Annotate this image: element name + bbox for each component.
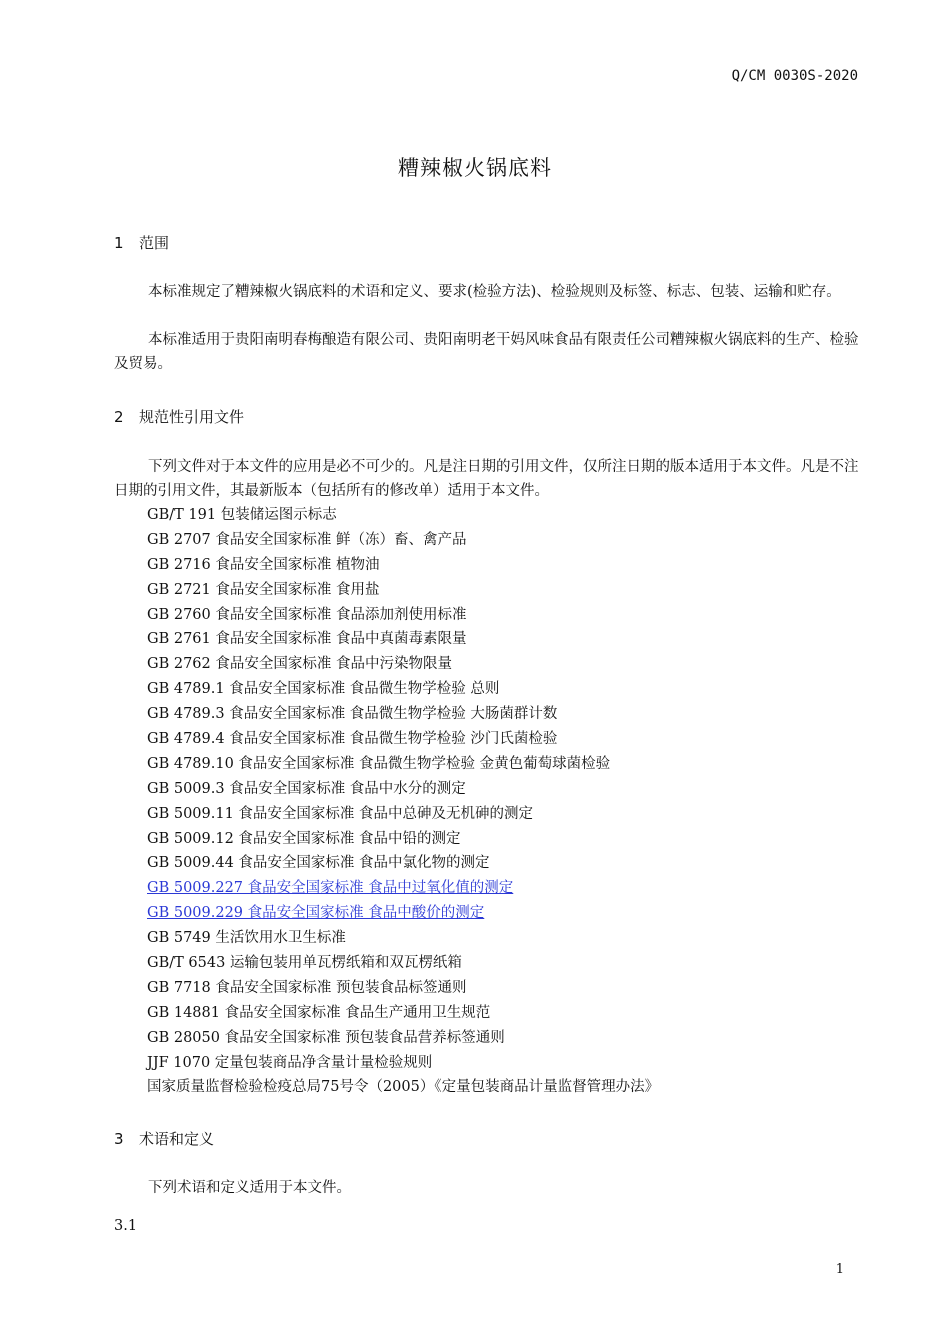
scope-paragraph-1: 本标准规定了糟辣椒火锅底料的术语和定义、要求(检验方法)、检验规则及标签、标志、包装、运输和贮存。 bbox=[148, 284, 841, 300]
scope-paragraph-2: 本标准适用于贵阳南明春梅酿造有限公司、贵阳南明老干妈风味食品有限责任公司糟辣椒火锅底料的生产、检验及贸易。 bbox=[114, 332, 859, 372]
section-number: 1 bbox=[114, 234, 124, 252]
reference-link[interactable]: GB 5009.227 食品安全国家标准 食品中过氧化值的测定 bbox=[147, 880, 514, 897]
reference-item: GB 5009.44 食品安全国家标准 食品中氯化物的测定 bbox=[147, 855, 490, 872]
section-title: 术语和定义 bbox=[139, 1130, 215, 1148]
section-number: 3 bbox=[114, 1130, 124, 1148]
reference-item: GB 14881 食品安全国家标准 食品生产通用卫生规范 bbox=[147, 1004, 491, 1021]
clause-number: 3.1 bbox=[114, 1218, 138, 1234]
references-intro: 下列文件对于本文件的应用是必不可少的。凡是注日期的引用文件，仅所注日期的版本适用于本文件。凡是不注日期的引用文件，其最新版本（包括所有的修改单）适用于本文件。 bbox=[114, 459, 859, 499]
section-heading-scope bbox=[114, 232, 169, 253]
reference-item: GB 4789.4 食品安全国家标准 食品微生物学检验 沙门氏菌检验 bbox=[147, 731, 558, 748]
section-number: 2 bbox=[114, 408, 124, 426]
section-title: 规范性引用文件 bbox=[139, 408, 245, 426]
reference-item: GB/T 191 包装储运图示标志 bbox=[147, 507, 337, 523]
reference-item: GB 5749 生活饮用水卫生标准 bbox=[147, 930, 346, 947]
reference-item: GB/T 6543 运输包装用单瓦楞纸箱和双瓦楞纸箱 bbox=[147, 955, 462, 972]
reference-item: GB 4789.3 食品安全国家标准 食品微生物学检验 大肠菌群计数 bbox=[147, 706, 558, 723]
reference-item: GB 2762 食品安全国家标准 食品中污染物限量 bbox=[147, 656, 452, 673]
reference-list bbox=[147, 503, 659, 1100]
section-title: 范围 bbox=[139, 234, 170, 252]
reference-item: GB 2707 食品安全国家标准 鲜（冻）畜、禽产品 bbox=[147, 531, 467, 548]
document-title: 糟辣椒火锅底料 bbox=[398, 156, 552, 180]
reference-item: GB 4789.1 食品安全国家标准 食品微生物学检验 总则 bbox=[147, 681, 500, 698]
reference-item: GB 5009.11 食品安全国家标准 食品中总砷及无机砷的测定 bbox=[147, 805, 534, 822]
reference-link[interactable]: GB 5009.229 食品安全国家标准 食品中酸价的测定 bbox=[147, 905, 485, 922]
reference-item: GB 4789.10 食品安全国家标准 食品微生物学检验 金黄色葡萄球菌检验 bbox=[147, 755, 611, 772]
section-heading-references bbox=[114, 406, 244, 427]
reference-item: 国家质量监督检验检疫总局75号令（2005）《定量包装商品计量监督管理办法》 bbox=[147, 1079, 660, 1096]
reference-item: JJF 1070 定量包装商品净含量计量检验规则 bbox=[147, 1054, 433, 1071]
reference-item: GB 5009.3 食品安全国家标准 食品中水分的测定 bbox=[147, 780, 466, 797]
reference-item: GB 28050 食品安全国家标准 预包装食品营养标签通则 bbox=[147, 1029, 505, 1046]
terms-intro: 下列术语和定义适用于本文件。 bbox=[148, 1180, 351, 1196]
reference-item: GB 2716 食品安全国家标准 植物油 bbox=[147, 556, 380, 573]
page-number: 1 bbox=[835, 1262, 844, 1277]
reference-item: GB 2721 食品安全国家标准 食用盐 bbox=[147, 581, 380, 598]
reference-item: GB 7718 食品安全国家标准 预包装食品标签通则 bbox=[147, 979, 467, 996]
reference-item: GB 2760 食品安全国家标准 食品添加剂使用标准 bbox=[147, 606, 467, 623]
section-heading-terms bbox=[114, 1128, 214, 1149]
document-code: Q/CM 0030S-2020 bbox=[731, 68, 858, 84]
reference-item: GB 5009.12 食品安全国家标准 食品中铅的测定 bbox=[147, 830, 461, 847]
reference-item: GB 2761 食品安全国家标准 食品中真菌毒素限量 bbox=[147, 631, 467, 648]
